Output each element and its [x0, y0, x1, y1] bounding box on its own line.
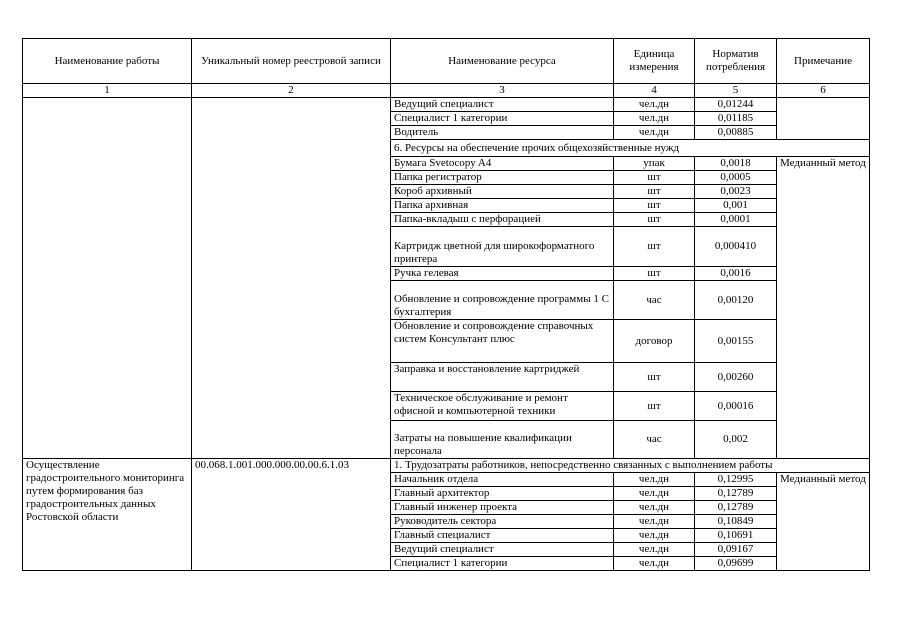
unit: чел.дн — [614, 543, 695, 557]
resource-name: Главный специалист — [391, 529, 614, 543]
unit: чел.дн — [614, 501, 695, 515]
unit: шт — [614, 185, 695, 199]
norm: 0,12789 — [695, 501, 777, 515]
unit: шт — [614, 199, 695, 213]
header-registry-number: Уникальный номер реестровой записи — [192, 39, 391, 84]
col-number: 5 — [695, 84, 777, 98]
registry-number: 00.068.1.001.000.000.00.00.6.1.03 — [192, 459, 391, 571]
resource-name: Бумага Svetocopy A4 — [391, 157, 614, 171]
resource-name: Техническое обслуживание и ремонт офисной и компьютерной техники — [391, 392, 614, 421]
norm: 0,0005 — [695, 171, 777, 185]
norm: 0,00155 — [695, 320, 777, 363]
unit: шт — [614, 171, 695, 185]
header-norm: Норматив потребления — [695, 39, 777, 84]
resource-norms-table — [22, 38, 870, 571]
resource-name: Главный инженер проекта — [391, 501, 614, 515]
resource-name: Руководитель сектора — [391, 515, 614, 529]
registry-cell-empty — [192, 98, 391, 459]
unit: чел.дн — [614, 515, 695, 529]
resource-name: Обновление и сопровождение программы 1 С бухгалтерия — [391, 281, 614, 320]
col-number: 1 — [23, 84, 192, 98]
resource-name: Главный архитектор — [391, 487, 614, 501]
unit: шт — [614, 392, 695, 421]
resource-name: Затраты на повышение квалификации персонала — [391, 421, 614, 459]
unit: чел.дн — [614, 473, 695, 487]
resource-name: Картридж цветной для широкоформатного принтера — [391, 227, 614, 267]
resource-name: Короб архивный — [391, 185, 614, 199]
norm: 0,01244 — [695, 98, 777, 112]
norm: 0,10691 — [695, 529, 777, 543]
resource-name: Папка архивная — [391, 199, 614, 213]
resource-name: Специалист 1 категории — [391, 112, 614, 126]
col-number: 2 — [192, 84, 391, 98]
unit: чел.дн — [614, 487, 695, 501]
unit: шт — [614, 213, 695, 227]
unit: чел.дн — [614, 557, 695, 571]
norm: 0,001 — [695, 199, 777, 213]
resource-name: Папка-вкладыш с перфорацией — [391, 213, 614, 227]
col-number: 6 — [777, 84, 870, 98]
norm: 0,01185 — [695, 112, 777, 126]
resource-name: Ведущий специалист — [391, 543, 614, 557]
header-resource-name: Наименование ресурса — [391, 39, 614, 84]
norm: 0,10849 — [695, 515, 777, 529]
note-method: Медианный метод — [777, 473, 870, 571]
resource-name: Заправка и восстановление картриджей — [391, 363, 614, 392]
unit: чел.дн — [614, 126, 695, 140]
resource-name: Водитель — [391, 126, 614, 140]
header-work-name: Наименование работы — [23, 39, 192, 84]
resource-name: Ручка гелевая — [391, 267, 614, 281]
section-title: 1. Трудозатраты работников, непосредственно связанных с выполнением работы — [391, 459, 870, 473]
unit: шт — [614, 227, 695, 267]
unit: упак — [614, 157, 695, 171]
header-note: Примечание — [777, 39, 870, 84]
norm: 0,00120 — [695, 281, 777, 320]
norm: 0,12995 — [695, 473, 777, 487]
note-cell-empty — [777, 98, 870, 140]
norm: 0,0018 — [695, 157, 777, 171]
unit: чел.дн — [614, 112, 695, 126]
norm: 0,09167 — [695, 543, 777, 557]
norm: 0,12789 — [695, 487, 777, 501]
col-number: 3 — [391, 84, 614, 98]
col-number: 4 — [614, 84, 695, 98]
resource-name: Папка регистратор — [391, 171, 614, 185]
unit: договор — [614, 320, 695, 363]
norm: 0,0016 — [695, 267, 777, 281]
resource-name: Начальник отдела — [391, 473, 614, 487]
norm: 0,0001 — [695, 213, 777, 227]
resource-name: Ведущий специалист — [391, 98, 614, 112]
unit: час — [614, 421, 695, 459]
column-number-row — [23, 84, 870, 98]
section-title: 6. Ресурсы на обеспечение прочих общехозяйственные нужд — [391, 140, 870, 157]
table-row — [23, 459, 870, 473]
resource-name: Обновление и сопровождение справочных систем Консультант плюс — [391, 320, 614, 363]
norm: 0,00016 — [695, 392, 777, 421]
norm: 0,002 — [695, 421, 777, 459]
norm: 0,09699 — [695, 557, 777, 571]
norm: 0,00885 — [695, 126, 777, 140]
unit: час — [614, 281, 695, 320]
unit: чел.дн — [614, 529, 695, 543]
unit: шт — [614, 363, 695, 392]
work-name: Осуществление градостроительного мониторинга путем формирования баз градостроительных данных Ростовской области — [23, 459, 192, 571]
norm: 0,000410 — [695, 227, 777, 267]
table-row — [23, 98, 870, 112]
unit: чел.дн — [614, 98, 695, 112]
unit: шт — [614, 267, 695, 281]
norm: 0,00260 — [695, 363, 777, 392]
note-method: Медианный метод — [777, 157, 870, 459]
norm: 0,0023 — [695, 185, 777, 199]
resource-name: Специалист 1 категории — [391, 557, 614, 571]
header-unit: Единица измерения — [614, 39, 695, 84]
table-header-row — [23, 39, 870, 84]
work-name-cell-empty — [23, 98, 192, 459]
